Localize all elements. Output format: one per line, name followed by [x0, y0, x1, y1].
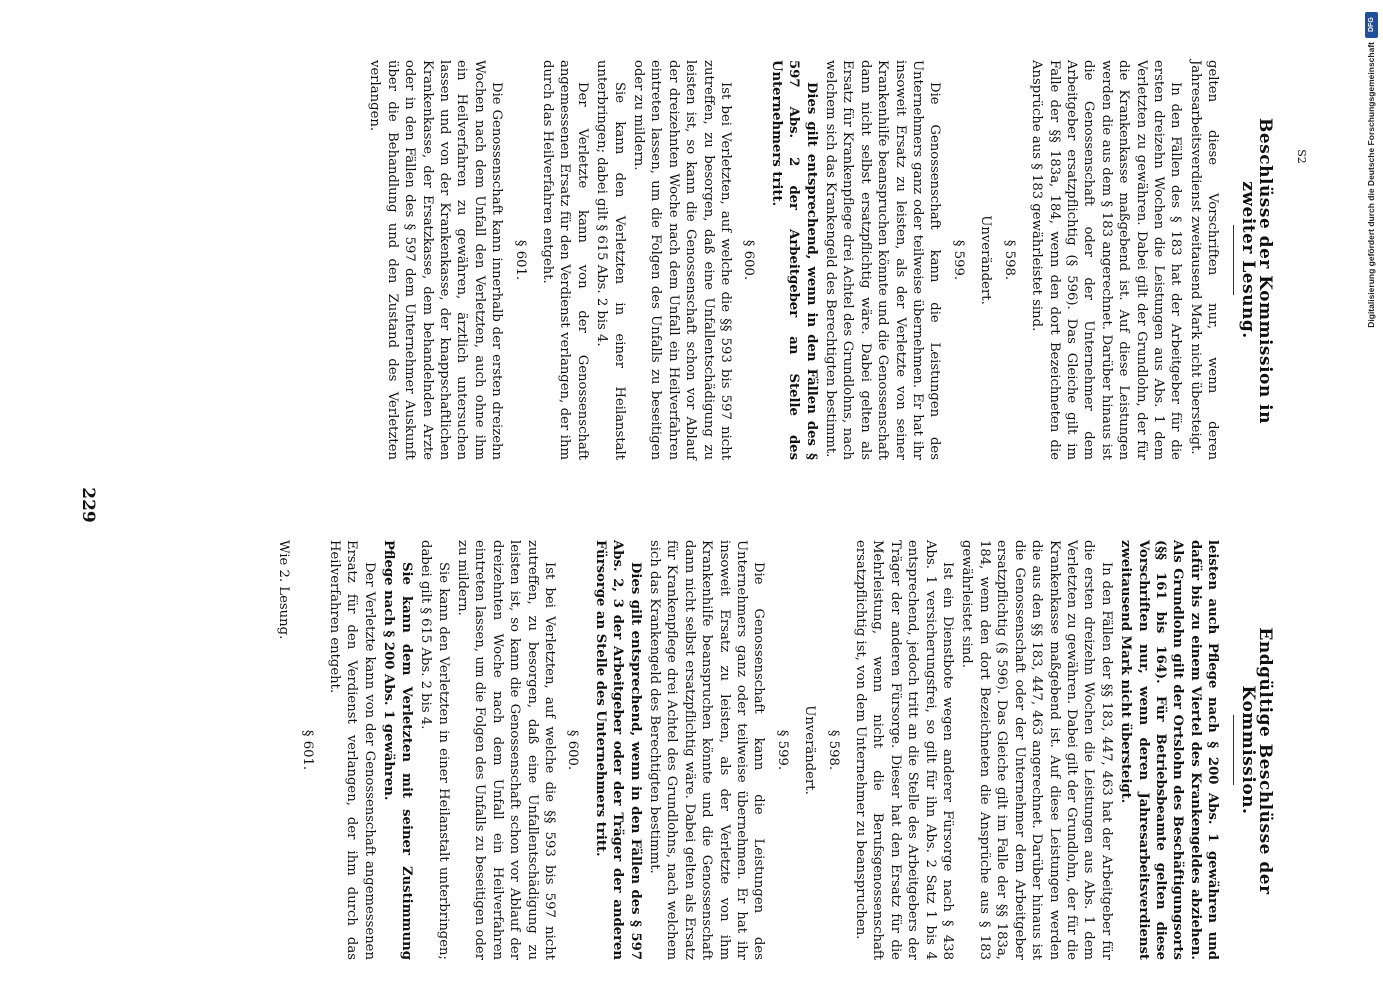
paragraph: In den Fällen des § 183 hat der Arbeitgeber für die ersten dreizehn Wochen die Leistungen aus Abs. 1 dem Verletzten zu gewähren. Dabei gilt der Grundlohn, der für die Krankenkasse maßgebend ist. Auf diese Leistungen werden die aus dem § 183 angerechnet. Darüber hinaus ist die Genossenschaft oder der Unternehmer dem Arbeitgeber ersatzpflichtig (§ 596). Das Gleiche gilt im Falle der §§ 183a, 184, wenn den dort Bezeichneten die Ansprüche aus § 183 gewährleistet sind.	[1029, 60, 1184, 460]
heading-rule	[1233, 715, 1234, 785]
paragraph: leisten auch Pflege nach § 200 Abs. 1 gewähren und dafür bis zu einem Viertel des Krankengeldes abziehen. Als Grundlohn gilt der Ortslohn des Beschäftigungsorts (§§ 161 bis 164). Für Betriebsbeamte gelten diese Vorschriften nur, wenn deren Jahresarbeitsverdienst zweitausend Mark nicht übersteigt.	[1118, 540, 1221, 960]
digitization-note: Digitalisierung gefördert durch die Deutsche Forschungsgemeinschaft	[1366, 42, 1376, 328]
section-number: § 601.	[299, 729, 315, 771]
right-column-heading: Endgültige Beschlüsse der Kommission.	[1237, 627, 1275, 895]
section-number: § 599.	[950, 239, 966, 281]
digitization-footer	[1362, 12, 1380, 572]
right-column	[273, 540, 1273, 960]
paragraph: Ist bei Verletzten, auf welche die §§ 593 bis 597 nicht zutreffen, zu besorgen, daß eine Unfallentschädigung zu leisten ist, so kann die Genossenschaft schon vor Ablauf der dreizehnten Woche nach dem Unfall ein Heilverfahren eintreten lassen, um die Folgen des Unfalls zu beseitigen oder zu mildern.	[454, 540, 557, 960]
paragraph: Unverändert.	[802, 705, 818, 795]
paragraph: Ist bei Verletzten, auf welche die §§ 593 bis 597 nicht zutreffen, zu besorgen, daß eine Unfallentschädigung zu leisten ist, so kann die Genossenschaft schon vor Ablauf der dreizehnten Woche nach dem Unfall ein Heilverfahren eintreten lassen, um die Folgen des Unfalls zu beseitigen oder zu mildern.	[631, 60, 734, 460]
paragraph: Sie kann den Verletzten in einer Heilanstalt unterbringen; dabei gilt § 615 Abs. 2 bis 4.	[418, 540, 451, 960]
heading-rule	[1233, 225, 1234, 295]
paragraph: Unverändert.	[978, 215, 994, 305]
paragraph: Sie kann dem Verletzten mit seiner Zustimmung Pflege nach § 200 Abs. 1 gewähren.	[381, 540, 414, 960]
paragraph: Die Genossenschaft kann innerhalb der ersten dreizehn Wochen nach dem Unfall den Verletzten, auch ohne ihm ein Heilverfahren zu gewähren, ärztlich untersuchen lassen und von der Krankenkasse, der knappschaftlichen Krankenkasse, der Ersatzkasse, dem behandelnden Arzte oder in den Fällen des § 597 dem Unternehmer Auskunft über die Behandlung und den Zustand des Verletzten verlangen.	[367, 60, 505, 460]
paragraph: Der Verletzte kann von der Genossenschaft angemessenen Ersatz für den Verdienst verlangen, der ihm durch das Heilverfahren entgeht.	[327, 540, 377, 960]
paragraph: Dies gilt entsprechend, wenn in den Fällen des § 597 Abs. 2 der Arbeitgeber an Stelle des Unternehmers tritt.	[768, 60, 819, 460]
section-number: § 600.	[565, 729, 581, 771]
paragraph: Wie 2. Lesung.	[276, 540, 292, 640]
section-number: § 601.	[512, 239, 528, 281]
dfg-logo: DFG	[1365, 12, 1378, 38]
paragraph: Der Verletzte kann von der Genossenschaft angemessenen Ersatz für den Verdienst verlangen, der ihm durch das Heilverfahren entgeht.	[539, 60, 590, 460]
page-mark: S2	[1294, 149, 1308, 164]
paragraph: Dies gilt entsprechend, wenn in den Fällen des § 597 Abs. 2, 3 der Arbeitgeber oder der Träger der anderen Fürsorge an Stelle des Unternehmers tritt.	[592, 540, 643, 960]
paragraph: Die Genossenschaft kann die Leistungen des Unternehmers ganz oder teilweise übernehmen. Er hat ihr insoweit Ersatz zu leisten, als der Verletzte von seiner Krankenhilfe beanspruchen könnte und die Genossenschaft dann nicht selbst ersatzpflichtig wäre. Dabei gelten als Ersatz für Krankenpflege drei Achtel des Grundlohns, nach welchem sich das Krankengeld des Berechtigten bestimmt.	[823, 60, 943, 460]
left-column	[364, 60, 1273, 460]
left-column-heading: Beschlüsse der Kommission in zweiter Lesung.	[1237, 118, 1275, 424]
paragraph: Ist ein Dienstbote wegen anderer Fürsorge nach § 438 Abs. 1 versicherungsfrei, so gilt für ihn Abs. 2 Satz 1 bis 4 entsprechend, jedoch tritt an die Stelle des Arbeitgebers der Träger der anderen Fürsorge. Dieser hat den Ersatz für die Mehrleistung, wenn nicht die Berufsgenossenschaft ersatzpflichtig ist, von dem Unternehmer zu beanspruchen.	[853, 540, 956, 960]
page-number: 229	[78, 487, 98, 523]
paragraph: Die Genossenschaft kann die Leistungen des Unternehmers ganz oder teilweise übernehmen. Er hat ihr insoweit Ersatz zu leisten, als der Verletzte von ihm Krankenhilfe beanspruchen könnte und die Genossenschaft dann nicht selbst ersatzpflichtig wäre. Dabei gelten als Ersatz für Krankenpflege drei Achtel des Grundlohns, nach welchem sich das Krankengeld des Berechtigten bestimmt.	[647, 540, 767, 960]
paragraph: gelten diese Vorschriften nur, wenn deren Jahresarbeitsverdienst zweitausend Mark nicht übersteigt.	[1187, 60, 1221, 460]
section-number: § 598.	[1001, 239, 1017, 281]
section-number: § 600.	[741, 239, 757, 281]
paragraph: In den Fällen der §§ 183, 447, 463 hat der Arbeitgeber für die ersten dreizehn Wochen die Leistungen aus Abs. 1 dem Verletzten zu gewähren. Dabei gilt der Grundlohn, der für die Krankenkasse maßgebend ist. Auf diese Leistungen werden die aus den §§ 183, 447, 463 angerechnet. Darüber hinaus ist die Genossenschaft oder der Unternehmer dem Arbeitgeber ersatzpflichtig (§ 596). Das Gleiche gilt im Falle der §§ 183a, 184, wenn den dort Bezeichneten die Ansprüche aus § 183 gewährleistet sind.	[959, 540, 1114, 960]
section-number: § 598.	[825, 729, 841, 771]
section-number: § 599.	[774, 729, 790, 771]
paragraph: Sie kann den Verletzten in einer Heilanstalt unterbringen; dabei gilt § 615 Abs. 2 bis 4.	[594, 60, 627, 460]
